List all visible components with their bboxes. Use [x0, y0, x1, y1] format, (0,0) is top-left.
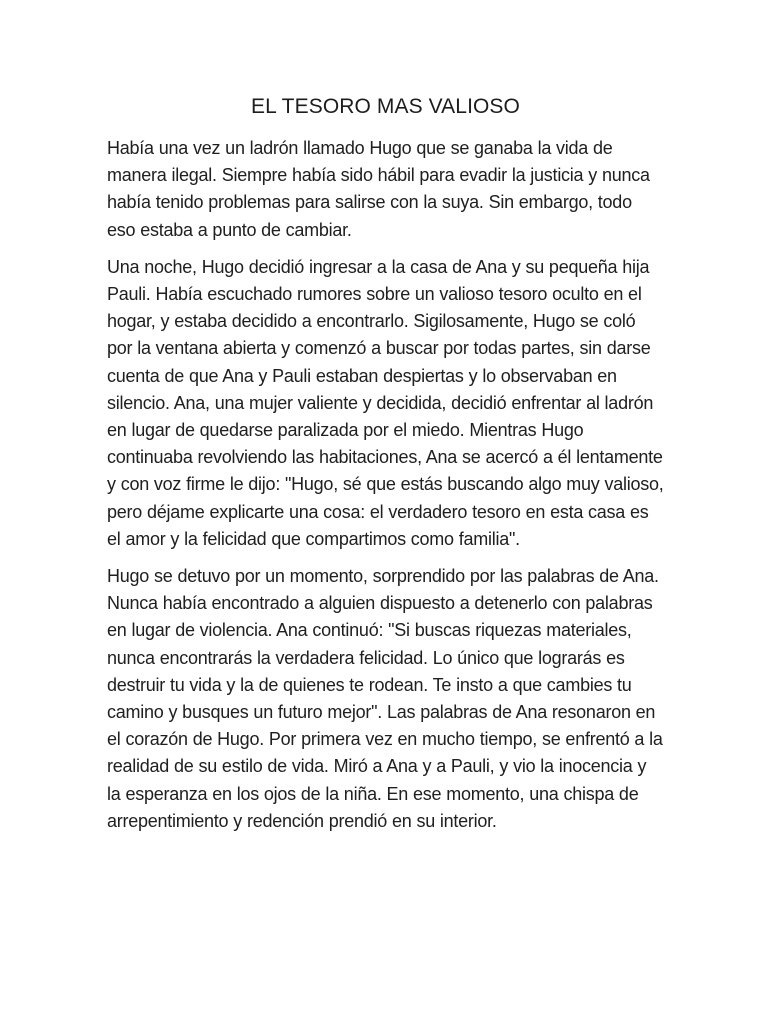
paragraph-3: Hugo se detuvo por un momento, sorprendido por las palabras de Ana. Nunca había encontrado a alguien dispuesto a detenerlo con palabras en lugar de violencia. Ana continuó: "Si buscas riquezas materiales, nunca encontrarás la verdadera felicidad. Lo único que lograrás es destruir tu vida y la de quienes te rodean. Te insto a que cambies tu camino y busques un futuro mejor". Las palabras de Ana resonaron en el corazón de Hugo. Por primera vez en mucho tiempo, se enfrentó a la realidad de su estilo de vida. Miró a Ana y a Pauli, y vio la inocencia y la esperanza en los ojos de la niña. En ese momento, una chispa de arrepentimiento y redención prendió en su interior. — [107, 566, 663, 831]
paragraph-1: Había una vez un ladrón llamado Hugo que se ganaba la vida de manera ilegal. Siempre había sido hábil para evadir la justicia y nunca había tenido problemas para salirse con la suya. Sin embargo, todo eso estaba a punto de cambiar. — [107, 138, 650, 240]
document-title: EL TESORO MAS VALIOSO — [251, 95, 520, 118]
paragraph-2: Una noche, Hugo decidió ingresar a la casa de Ana y su pequeña hija Pauli. Había escuchado rumores sobre un valioso tesoro oculto en el hogar, y estaba decidido a encontrarlo. Sigilosamente, Hugo se coló por la ventana abierta y comenzó a buscar por todas partes, sin darse cuenta de que Ana y Pauli estaban despiertas y lo observaban en silencio. Ana, una mujer valiente y decidida, decidió enfrentar al ladrón en lugar de quedarse paralizada por el miedo. Mientras Hugo continuaba revolviendo las habitaciones, Ana se acercó a él lentamente y con voz firme le dijo: "Hugo, sé que estás buscando algo muy valioso, pero déjame explicarte una cosa: el verdadero tesoro en esta casa es el amor y la felicidad que compartimos como familia". — [107, 256, 664, 549]
